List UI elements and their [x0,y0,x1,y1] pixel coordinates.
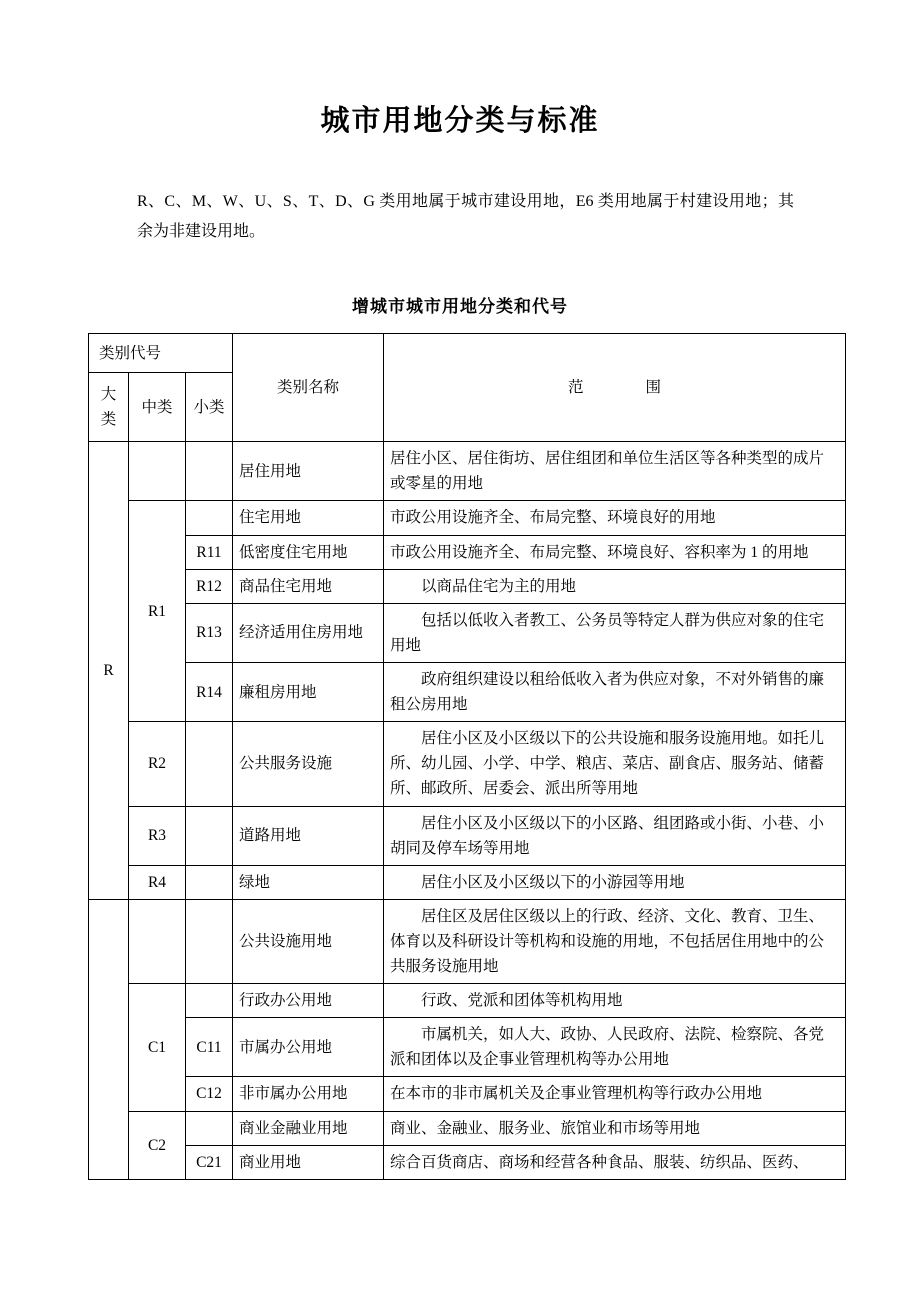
cell-middle-empty [129,442,186,501]
cell-scope: 在本市的非市属机关及企事业管理机构等行政办公用地 [384,1077,846,1111]
table-row [89,1111,846,1145]
cell-name: 廉租房用地 [233,662,384,721]
cell-minor-C21: C21 [186,1145,233,1179]
cell-minor-empty [186,806,233,865]
cell-minor-R13: R13 [186,603,233,662]
header-major-class: 大类 [89,373,129,442]
cell-name: 道路用地 [233,806,384,865]
cell-name: 商品住宅用地 [233,569,384,603]
cell-name: 市属办公用地 [233,1018,384,1077]
cell-minor-R14: R14 [186,662,233,721]
table-row [89,984,846,1018]
cell-minor-empty [186,722,233,806]
cell-middle-R3: R3 [129,806,186,865]
cell-minor-empty [186,1111,233,1145]
cell-minor-empty [186,442,233,501]
cell-minor-C11: C11 [186,1018,233,1077]
cell-name: 居住用地 [233,442,384,501]
cell-scope: 市属机关，如人大、政协、人民政府、法院、检察院、各党派和团体以及企事业管理机构等办公用地 [384,1018,846,1077]
cell-name: 经济适用住房用地 [233,603,384,662]
table-row [89,1077,846,1111]
cell-name: 商业金融业用地 [233,1111,384,1145]
header-scope: 范 围 [384,334,846,442]
table-row [89,662,846,721]
cell-name: 低密度住宅用地 [233,535,384,569]
cell-scope: 行政、党派和团体等机构用地 [384,984,846,1018]
header-row-top [89,334,846,373]
cell-middle-C1: C1 [129,984,186,1111]
cell-name: 非市属办公用地 [233,1077,384,1111]
table-row [89,1145,846,1179]
cell-scope: 市政公用设施齐全、布局完整、环境良好、容积率为 1 的用地 [384,535,846,569]
cell-minor-empty [186,865,233,899]
cell-minor-C12: C12 [186,1077,233,1111]
cell-name: 行政办公用地 [233,984,384,1018]
table-row [89,899,846,983]
cell-major-C [89,899,129,1179]
cell-name: 商业用地 [233,1145,384,1179]
cell-minor-empty [186,501,233,535]
cell-minor-empty [186,899,233,983]
cell-scope: 市政公用设施齐全、布局完整、环境良好的用地 [384,501,846,535]
cell-major-R: R [89,442,129,900]
document-title: 城市用地分类与标准 [320,105,600,137]
cell-middle-R4: R4 [129,865,186,899]
table-row [89,535,846,569]
cell-middle-R2: R2 [129,722,186,806]
classification-table [88,333,846,1180]
cell-scope: 商业、金融业、服务业、旅馆业和市场等用地 [384,1111,846,1145]
header-name: 类别名称 [233,334,384,442]
table-caption: 增城市城市用地分类和代号 [352,297,568,317]
cell-name: 绿地 [233,865,384,899]
cell-minor-empty [186,984,233,1018]
cell-scope: 居住区及居住区级以上的行政、经济、文化、教育、卫生、体育以及科研设计等机构和设施的用地，不包括居住用地中的公共服务设施用地 [384,899,846,983]
table-row [89,569,846,603]
cell-middle-C2: C2 [129,1111,186,1179]
cell-scope: 居住小区、居住街坊、居住组团和单位生活区等各种类型的成片或零星的用地 [384,442,846,501]
table-row [89,722,846,806]
cell-name: 住宅用地 [233,501,384,535]
cell-scope: 居住小区及小区级以下的公共设施和服务设施用地。如托儿所、幼儿园、小学、中学、粮店、菜店、副食店、服务站、储蓄所、邮政所、居委会、派出所等用地 [384,722,846,806]
cell-middle-R1: R1 [129,501,186,722]
cell-scope: 居住小区及小区级以下的小游园等用地 [384,865,846,899]
cell-name: 公共服务设施 [233,722,384,806]
cell-scope: 政府组织建设以租给低收入者为供应对象，不对外销售的廉租公房用地 [384,662,846,721]
cell-scope: 综合百货商店、商场和经营各种食品、服装、纺织品、医药、 [384,1145,846,1179]
table-row [89,603,846,662]
cell-scope: 居住小区及小区级以下的小区路、组团路或小街、小巷、小胡同及停车场等用地 [384,806,846,865]
intro-paragraph: R、C、M、W、U、S、T、D、G 类用地属于城市建设用地，E6 类用地属于村建设用地；其余为非建设用地。 [137,193,794,240]
cell-middle-empty [129,899,186,983]
table-row [89,442,846,501]
cell-scope: 以商品住宅为主的用地 [384,569,846,603]
header-code-group: 类别代号 [89,334,233,373]
cell-minor-R12: R12 [186,569,233,603]
header-middle-class: 中类 [129,373,186,442]
table-row [89,806,846,865]
table-row [89,865,846,899]
cell-minor-R11: R11 [186,535,233,569]
table-row [89,501,846,535]
cell-name: 公共设施用地 [233,899,384,983]
table-row [89,1018,846,1077]
header-minor-class: 小类 [186,373,233,442]
cell-scope: 包括以低收入者教工、公务员等特定人群为供应对象的住宅用地 [384,603,846,662]
